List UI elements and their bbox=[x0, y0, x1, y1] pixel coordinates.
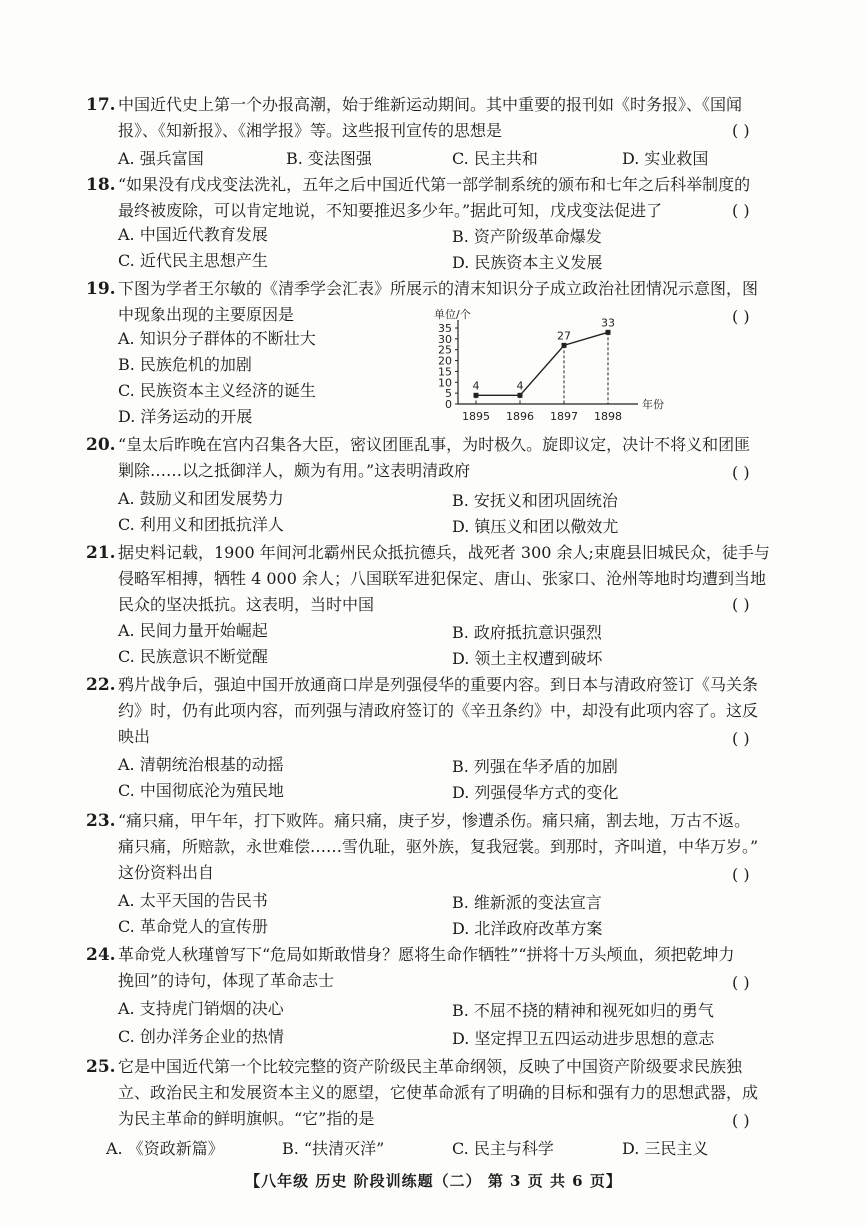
option-d: D. 列强侵华方式的变化 bbox=[452, 783, 619, 802]
question-number: 18. bbox=[86, 175, 116, 195]
stem-line: “痛只痛，甲午年，打下败阵。痛只痛，庚子岁，惨遭杀伤。痛只痛，割去地，万古不返。 bbox=[118, 811, 751, 830]
stem-line: 约》时，仍有此项内容，而列强与清政府签订的《辛丑条约》中，却没有此项内容了。这反 bbox=[118, 701, 759, 720]
option-a: A. 支持虎门销烟的决心 bbox=[118, 999, 284, 1018]
question-number: 25. bbox=[86, 1057, 116, 1077]
option-d: D. 镇压义和团以儆效尤 bbox=[452, 517, 619, 536]
option-a: A. 《资政新篇》 bbox=[106, 1139, 224, 1158]
question-number: 19. bbox=[86, 279, 116, 299]
question-stem bbox=[118, 1054, 790, 1132]
x-tick-label: 1896 bbox=[506, 410, 534, 423]
option-b: B. 维新派的变法宣言 bbox=[452, 893, 602, 912]
question-stem bbox=[118, 92, 790, 144]
stem-line: 剿除……以之抵御洋人，颇为有用。”这表明清政府 bbox=[118, 461, 471, 480]
data-point bbox=[606, 330, 611, 335]
page-footer: 【八年级 历史 阶段训练题（二） 第 3 页 共 6 页】 bbox=[245, 1172, 622, 1190]
answer-bracket: ( ) bbox=[732, 865, 750, 884]
option-b: B. “扶清灭洋” bbox=[282, 1139, 385, 1158]
option-c: C. 近代民主思想产生 bbox=[118, 251, 268, 270]
stem-line: 这份资料出自 bbox=[118, 863, 215, 882]
option-b: B. 列强在华矛盾的加剧 bbox=[452, 757, 618, 776]
answer-bracket: ( ) bbox=[732, 307, 750, 326]
option-d: D. 民族资本主义发展 bbox=[452, 253, 603, 272]
stem-line: 中国近代史上第一个办报高潮，始于维新运动期间。其中重要的报刊如《时务报》、《国闻 bbox=[118, 95, 743, 114]
data-label: 33 bbox=[601, 316, 615, 330]
stem-line: 报》、《知新报》、《湘学报》等。这些报刊宣传的思想是 bbox=[118, 121, 503, 140]
y-tick-label: 0 bbox=[445, 398, 452, 411]
option-c: C. 创办洋务企业的热情 bbox=[118, 1027, 284, 1046]
question-number: 21. bbox=[86, 543, 116, 563]
x-tick-label: 1898 bbox=[594, 410, 622, 423]
y-tick-label: 25 bbox=[438, 343, 452, 357]
stem-line: 挽回”的诗句，体现了革命志士 bbox=[118, 971, 335, 990]
y-tick-label: 20 bbox=[438, 354, 452, 368]
stem-line: 下图为学者王尔敏的《清季学会汇表》所展示的清末知识分子成立政治社团情况示意图，图 bbox=[118, 279, 759, 298]
question-stem bbox=[118, 172, 790, 224]
option-d: D. 北洋政府改革方案 bbox=[452, 919, 603, 938]
answer-bracket: ( ) bbox=[732, 729, 750, 748]
question-number: 20. bbox=[86, 435, 116, 455]
answer-bracket: ( ) bbox=[732, 1111, 750, 1130]
option-a: A. 强兵富国 bbox=[118, 149, 204, 168]
stem-line: 中现象出现的主要原因是 bbox=[118, 305, 295, 324]
stem-line: 立、政治民主和发展资本主义的愿望，它使革命派有了明确的目标和强有力的思想武器，成 bbox=[118, 1083, 759, 1102]
data-point bbox=[474, 393, 479, 398]
option-a: A. 清朝统治根基的动摇 bbox=[118, 755, 284, 774]
data-label: 27 bbox=[557, 329, 571, 343]
option-d: D. 三民主义 bbox=[622, 1139, 709, 1158]
option-d: D. 领土主权遭到破坏 bbox=[452, 649, 603, 668]
x-tick-label: 1897 bbox=[550, 410, 578, 423]
question-number: 17. bbox=[86, 95, 116, 115]
data-point bbox=[518, 393, 523, 398]
answer-bracket: ( ) bbox=[732, 973, 750, 992]
stem-line: 映出 bbox=[118, 727, 151, 746]
option-d: D. 洋务运动的开展 bbox=[118, 407, 253, 426]
option-b: B. 变法图强 bbox=[286, 149, 372, 168]
option-a: A. 太平天国的告民书 bbox=[118, 891, 268, 910]
option-c: C. 利用义和团抵抗洋人 bbox=[118, 515, 284, 534]
option-c: C. 民族意识不断觉醒 bbox=[118, 647, 268, 666]
option-a: A. 民间力量开始崛起 bbox=[118, 621, 268, 640]
option-d: D. 坚定捍卫五四运动进步思想的意志 bbox=[452, 1029, 715, 1048]
stem-line: 民众的坚决抵抗。这表明，当时中国 bbox=[118, 595, 375, 614]
question-stem bbox=[118, 808, 790, 886]
answer-bracket: ( ) bbox=[732, 463, 750, 482]
option-a: A. 知识分子群体的不断壮大 bbox=[118, 329, 316, 348]
data-label: 4 bbox=[516, 379, 524, 393]
option-c: C. 中国彻底沦为殖民地 bbox=[118, 781, 284, 800]
stem-line: 据史料记载，1900 年间河北霸州民众抵抗德兵，战死者 300 余人;束鹿县旧城民众，徒手与 bbox=[118, 543, 770, 562]
y-tick-label: 35 bbox=[438, 322, 452, 335]
x-tick-label: 1895 bbox=[462, 410, 490, 423]
stem-line: 为民主革命的鲜明旗帜。“它”指的是 bbox=[118, 1109, 375, 1128]
y-tick-label: 5 bbox=[445, 387, 452, 401]
option-d: D. 实业救国 bbox=[622, 149, 709, 168]
stem-line: “如果没有戊戌变法洗礼，五年之后中国近代第一部学制系统的颁布和七年之后科举制度的 bbox=[118, 175, 751, 194]
stem-line: 侵略军相搏，牺牲 4 000 余人；八国联军进犯保定、唐山、张家口、沧州等地时均遭到当地 bbox=[118, 569, 766, 588]
stem-line: 最终被废除，可以肯定地说，不知要推迟多少年。”据此可知，戊戌变法促进了 bbox=[118, 201, 663, 220]
option-c: C. 革命党人的宣传册 bbox=[118, 917, 268, 936]
stem-line: 革命党人秋瑾曾写下“危局如斯敢惜身？愿将生命作牺牲”“拼将十万头颅血，须把乾坤力 bbox=[118, 945, 735, 964]
answer-bracket: ( ) bbox=[732, 595, 750, 614]
y-tick-label: 30 bbox=[438, 332, 452, 346]
option-a: A. 中国近代教育发展 bbox=[118, 225, 268, 244]
question-number: 23. bbox=[86, 811, 116, 831]
question-stem bbox=[118, 672, 790, 750]
societies-line-chart bbox=[420, 306, 680, 428]
stem-line: 它是中国近代第一个比较完整的资产阶级民主革命纲领，反映了中国资产阶级要求民族独 bbox=[118, 1057, 743, 1076]
option-b: B. 资产阶级革命爆发 bbox=[452, 227, 602, 246]
option-a: A. 鼓励义和团发展势力 bbox=[118, 489, 284, 508]
stem-line: 痛只痛，所赔款，永世难偿……雪仇耻，驱外族，复我冠裳。到那时，齐叫道，中华万岁。” bbox=[118, 837, 759, 856]
y-tick-label: 10 bbox=[438, 376, 452, 390]
stem-line: “皇太后昨晚在宫内召集各大臣，密议团匪乱事，为时极久。旋即议定，决计不将义和团匪 bbox=[118, 435, 751, 454]
question-number: 24. bbox=[86, 945, 116, 965]
x-axis-label: 年份 bbox=[642, 398, 664, 411]
answer-bracket: ( ) bbox=[732, 121, 750, 140]
question-stem bbox=[118, 540, 790, 618]
y-axis-label: 单位/个 bbox=[434, 308, 471, 321]
option-b: B. 民族危机的加剧 bbox=[118, 355, 252, 374]
question-number: 22. bbox=[86, 675, 116, 695]
stem-line: 鸦片战争后，强迫中国开放通商口岸是列强侵华的重要内容。到日本与清政府签订《马关条 bbox=[118, 675, 759, 694]
data-label: 4 bbox=[472, 379, 480, 393]
answer-bracket: ( ) bbox=[732, 201, 750, 220]
option-c: C. 民主共和 bbox=[452, 149, 538, 168]
question-stem bbox=[118, 432, 790, 484]
question-stem bbox=[118, 942, 790, 994]
option-b: B. 政府抵抗意识强烈 bbox=[452, 623, 602, 642]
option-b: B. 不屈不挠的精神和视死如归的勇气 bbox=[452, 1001, 714, 1020]
data-point bbox=[562, 343, 567, 348]
series-line bbox=[476, 332, 608, 395]
option-c: C. 民主与科学 bbox=[452, 1139, 554, 1158]
option-b: B. 安抚义和团巩固统治 bbox=[452, 491, 618, 510]
y-tick-label: 15 bbox=[438, 365, 452, 379]
option-c: C. 民族资本主义经济的诞生 bbox=[118, 381, 316, 400]
